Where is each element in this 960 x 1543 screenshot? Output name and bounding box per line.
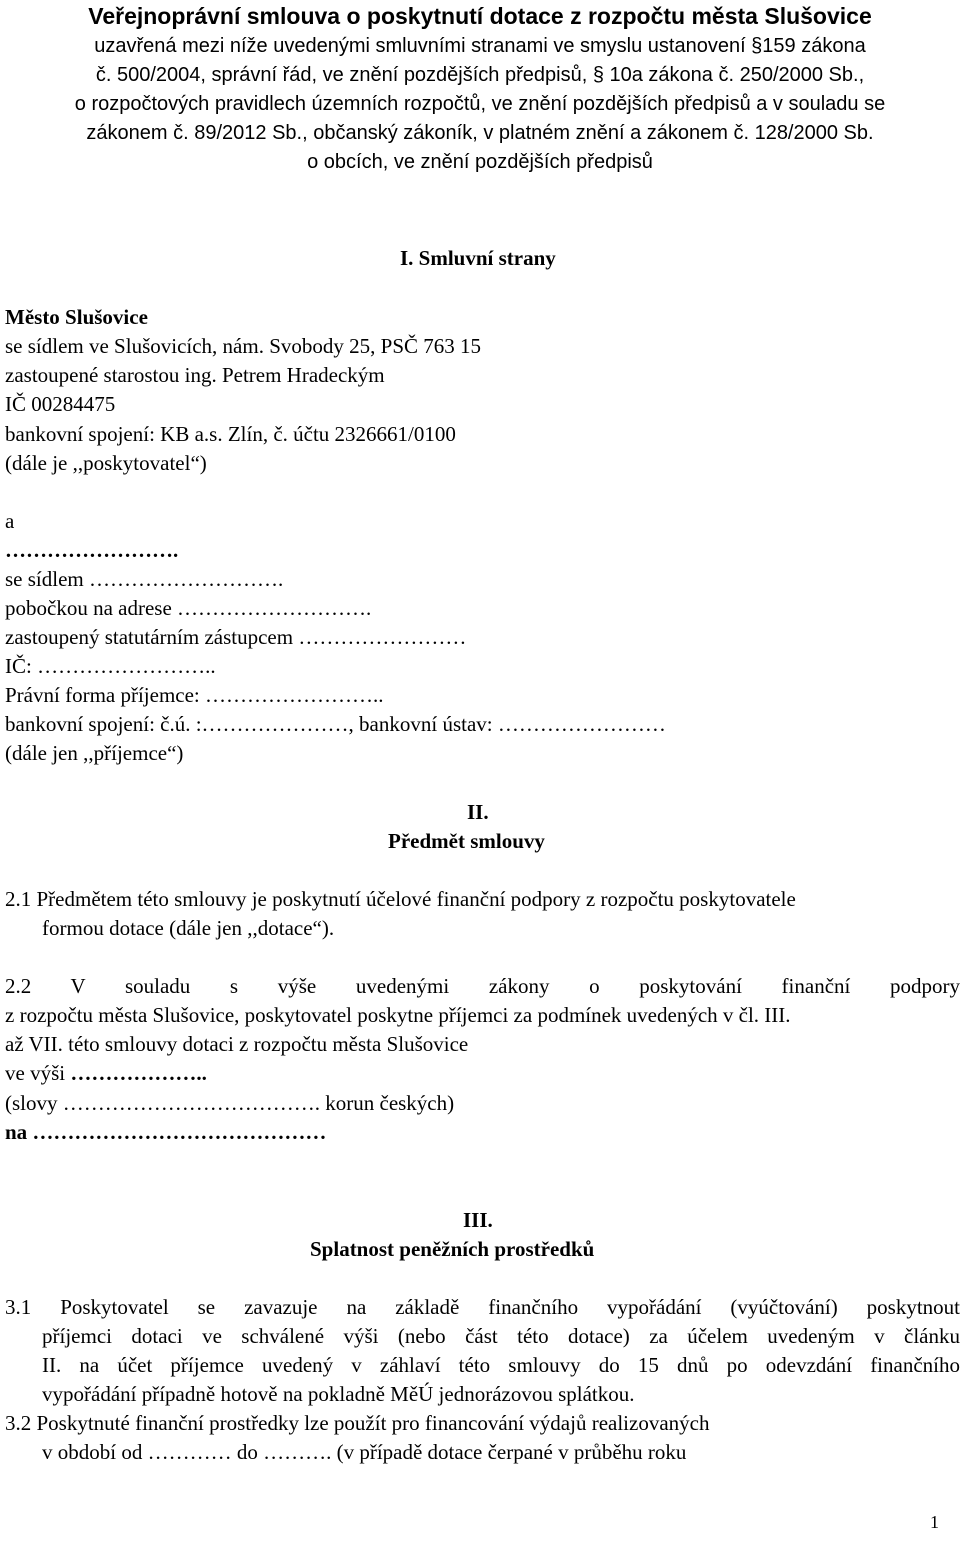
paragraph-line: vypořádání případně hotově na pokladně MěÚ jednorázovou splátkou. [42, 1382, 635, 1406]
purpose-line: na …………………………………… [5, 1120, 327, 1144]
provider-line: bankovní spojení: KB a.s. Zlín, č. účtu 2326661/0100 [5, 422, 456, 446]
paragraph-line: II. na účet příjemce uvedený v záhlaví této smlouvy do 15 dnů po odevzdání finančního [42, 1353, 960, 1377]
paragraph-line: 3.2 Poskytnuté finanční prostředky lze použít pro financování výdajů realizovaných [5, 1411, 710, 1435]
page-number: 1 [930, 1512, 939, 1532]
amount-label: ve výši [5, 1061, 71, 1085]
header-line: uzavřená mezi níže uvedenými smluvními stranami ve smyslu ustanovení §159 zákona [94, 35, 866, 57]
section-number: II. [467, 800, 489, 824]
provider-line: se sídlem ve Slušovicích, nám. Svobody 25, PSČ 763 15 [5, 334, 482, 358]
paragraph-line: 3.1 Poskytovatel se zavazuje na základě finančního vypořádání (vyúčtování) poskytnout [5, 1295, 960, 1319]
document-title: Veřejnoprávní smlouva o poskytnutí dotace z rozpočtu města Slušovice [88, 3, 872, 29]
provider-name: Město Slušovice [5, 305, 148, 329]
recipient-name-placeholder: ……………………. [5, 538, 179, 562]
header-line: o rozpočtových pravidlech územních rozpočtů, ve znění pozdějších předpisů a v souladu se [74, 93, 886, 115]
recipient-line: bankovní spojení: č.ú. :…………………, bankovní ústav: …………………… [5, 712, 666, 736]
section-number: III. [463, 1208, 493, 1232]
provider-line: IČ 00284475 [5, 392, 116, 416]
paragraph-line: v období od ………… do ………. (v případě dotace čerpané v průběhu roku [42, 1440, 687, 1464]
paragraph-line: 2.2 V souladu s výše uvedenými zákony o poskytování finanční podpory [5, 974, 960, 998]
recipient-line: Právní forma příjemce: …………………….. [5, 683, 384, 707]
section-heading: Splatnost peněžních prostředků [310, 1237, 595, 1261]
header-line: č. 500/2004, správní řád, ve znění pozdějších předpisů, § 10a zákona č. 250/2000 Sb., [95, 64, 865, 86]
header-line: zákonem č. 89/2012 Sb., občanský zákoník, v platném znění a zákonem č. 128/2000 Sb. [86, 122, 874, 144]
recipient-line: zastoupený statutárním zástupcem …………………… [5, 625, 467, 649]
amount-value: ……………….. [70, 1061, 207, 1085]
section-heading: Předmět smlouvy [388, 829, 545, 853]
recipient-line: (dále jen ,,příjemce“) [5, 741, 184, 765]
section-heading: I. Smluvní strany [400, 246, 556, 270]
amount-words-line: (slovy ………………………………. korun českých) [5, 1091, 455, 1115]
conjunction-and: a [5, 509, 15, 533]
paragraph-line: příjemci dotaci ve schválené výši (nebo část této dotace) za účelem uvedeným v článku [42, 1324, 960, 1348]
paragraph-line: formou dotace (dále jen ,,dotace“). [42, 916, 335, 940]
provider-line: (dále je ,,poskytovatel“) [5, 451, 207, 475]
paragraph-line: až VII. této smlouvy dotaci z rozpočtu města Slušovice [5, 1032, 469, 1056]
paragraph-line: z rozpočtu města Slušovice, poskytovatel poskytne příjemci za podmínek uvedených v čl. III. [5, 1003, 791, 1027]
amount-line [5, 1059, 207, 1087]
header-line: o obcích, ve znění pozdějších předpisů [307, 151, 653, 173]
recipient-line: IČ: …………………….. [5, 654, 216, 678]
recipient-line: se sídlem ………………………. [5, 567, 284, 591]
paragraph-line: 2.1 Předmětem této smlouvy je poskytnutí účelové finanční podpory z rozpočtu poskytovatele [5, 887, 796, 911]
provider-line: zastoupené starostou ing. Petrem Hradeckým [5, 363, 385, 387]
recipient-line: pobočkou na adrese ………………………. [5, 596, 372, 620]
